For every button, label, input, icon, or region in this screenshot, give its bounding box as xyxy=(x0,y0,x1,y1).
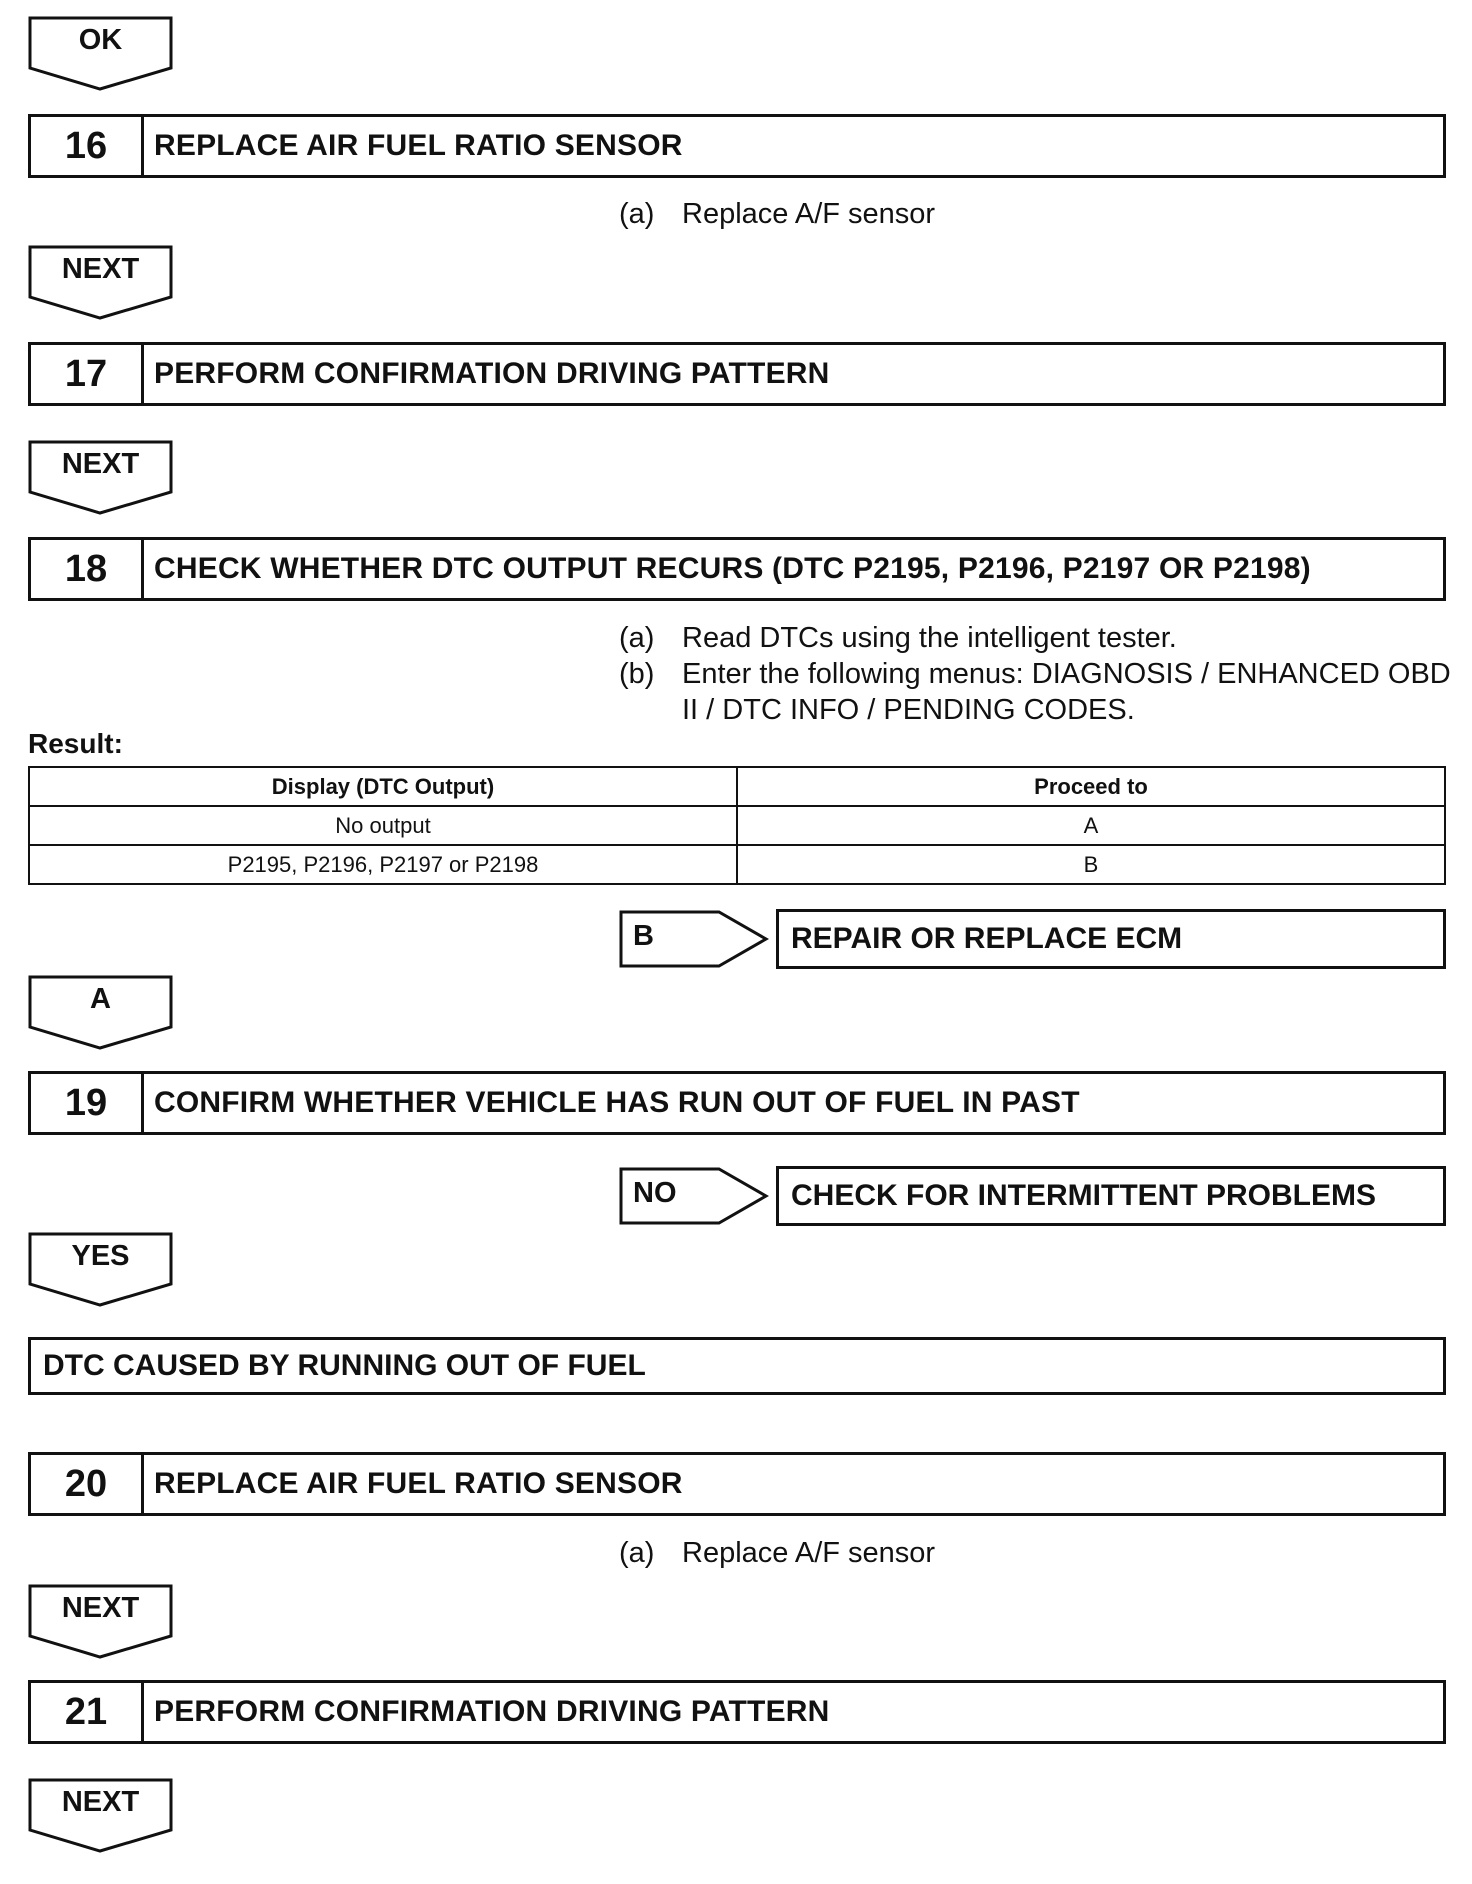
result-label: Result: xyxy=(28,728,123,759)
substep-marker: (b) xyxy=(619,658,655,690)
step-number: 16 xyxy=(31,117,144,175)
substep-text: Enter the following menus: DIAGNOSIS / ENHANCED OBD II / DTC INFO / PENDING CODES. xyxy=(682,658,1451,726)
step-19 xyxy=(28,1071,1446,1135)
result-table xyxy=(28,766,1446,885)
step-number: 20 xyxy=(31,1455,144,1513)
next-arrow xyxy=(28,440,173,516)
step-number: 17 xyxy=(31,345,144,403)
branch-b-arrow xyxy=(619,910,769,968)
substep-marker: (a) xyxy=(619,1537,655,1569)
step-title: REPLACE AIR FUEL RATIO SENSOR xyxy=(154,1467,683,1500)
substep-text: Read DTCs using the intelligent tester. xyxy=(682,622,1177,654)
step-title: CONFIRM WHETHER VEHICLE HAS RUN OUT OF FUEL IN PAST xyxy=(154,1086,1080,1119)
next-label: NEXT xyxy=(61,1592,140,1624)
branch-no-label: NO xyxy=(633,1177,677,1209)
table-row xyxy=(29,806,1445,845)
a-arrow xyxy=(28,975,173,1051)
next-label: NEXT xyxy=(61,253,140,285)
branch-no-arrow xyxy=(619,1167,769,1225)
branch-b-label: B xyxy=(633,920,654,952)
step-title: REPLACE AIR FUEL RATIO SENSOR xyxy=(154,129,683,162)
yes-arrow xyxy=(28,1232,173,1308)
step-17 xyxy=(28,342,1446,406)
column-header: Display (DTC Output) xyxy=(29,767,737,806)
next-arrow xyxy=(28,1778,173,1854)
next-label: NEXT xyxy=(61,448,140,480)
column-header: Proceed to xyxy=(737,767,1445,806)
table-header-row xyxy=(29,767,1445,806)
a-label: A xyxy=(90,983,111,1015)
substep-marker: (a) xyxy=(619,622,655,654)
table-cell: P2195, P2196, P2197 or P2198 xyxy=(29,845,737,884)
step-16 xyxy=(28,114,1446,178)
step-title: PERFORM CONFIRMATION DRIVING PATTERN xyxy=(154,1695,830,1728)
substep-text: Replace A/F sensor xyxy=(682,1537,936,1569)
yes-label: YES xyxy=(71,1240,130,1272)
step-number: 18 xyxy=(31,540,144,598)
step-number: 21 xyxy=(31,1683,144,1741)
step-20 xyxy=(28,1452,1446,1516)
step-18 xyxy=(28,537,1446,601)
table-cell: B xyxy=(737,845,1445,884)
ok-label: OK xyxy=(78,24,123,56)
next-label: NEXT xyxy=(61,1786,140,1818)
step-21 xyxy=(28,1680,1446,1744)
step-title: CHECK WHETHER DTC OUTPUT RECURS (DTC P2195, P2196, P2197 OR P2198) xyxy=(154,552,1311,585)
ok-arrow xyxy=(28,16,173,92)
intermittent-problems-box: CHECK FOR INTERMITTENT PROBLEMS xyxy=(776,1166,1446,1226)
next-arrow xyxy=(28,1584,173,1660)
conclusion-box: DTC CAUSED BY RUNNING OUT OF FUEL xyxy=(28,1337,1446,1395)
next-arrow xyxy=(28,245,173,321)
table-cell: A xyxy=(737,806,1445,845)
step-number: 19 xyxy=(31,1074,144,1132)
substep-marker: (a) xyxy=(619,198,655,230)
repair-ecm-box: REPAIR OR REPLACE ECM xyxy=(776,909,1446,969)
table-cell: No output xyxy=(29,806,737,845)
table-row xyxy=(29,845,1445,884)
step-title: PERFORM CONFIRMATION DRIVING PATTERN xyxy=(154,357,830,390)
substep-text: Replace A/F sensor xyxy=(682,198,936,230)
